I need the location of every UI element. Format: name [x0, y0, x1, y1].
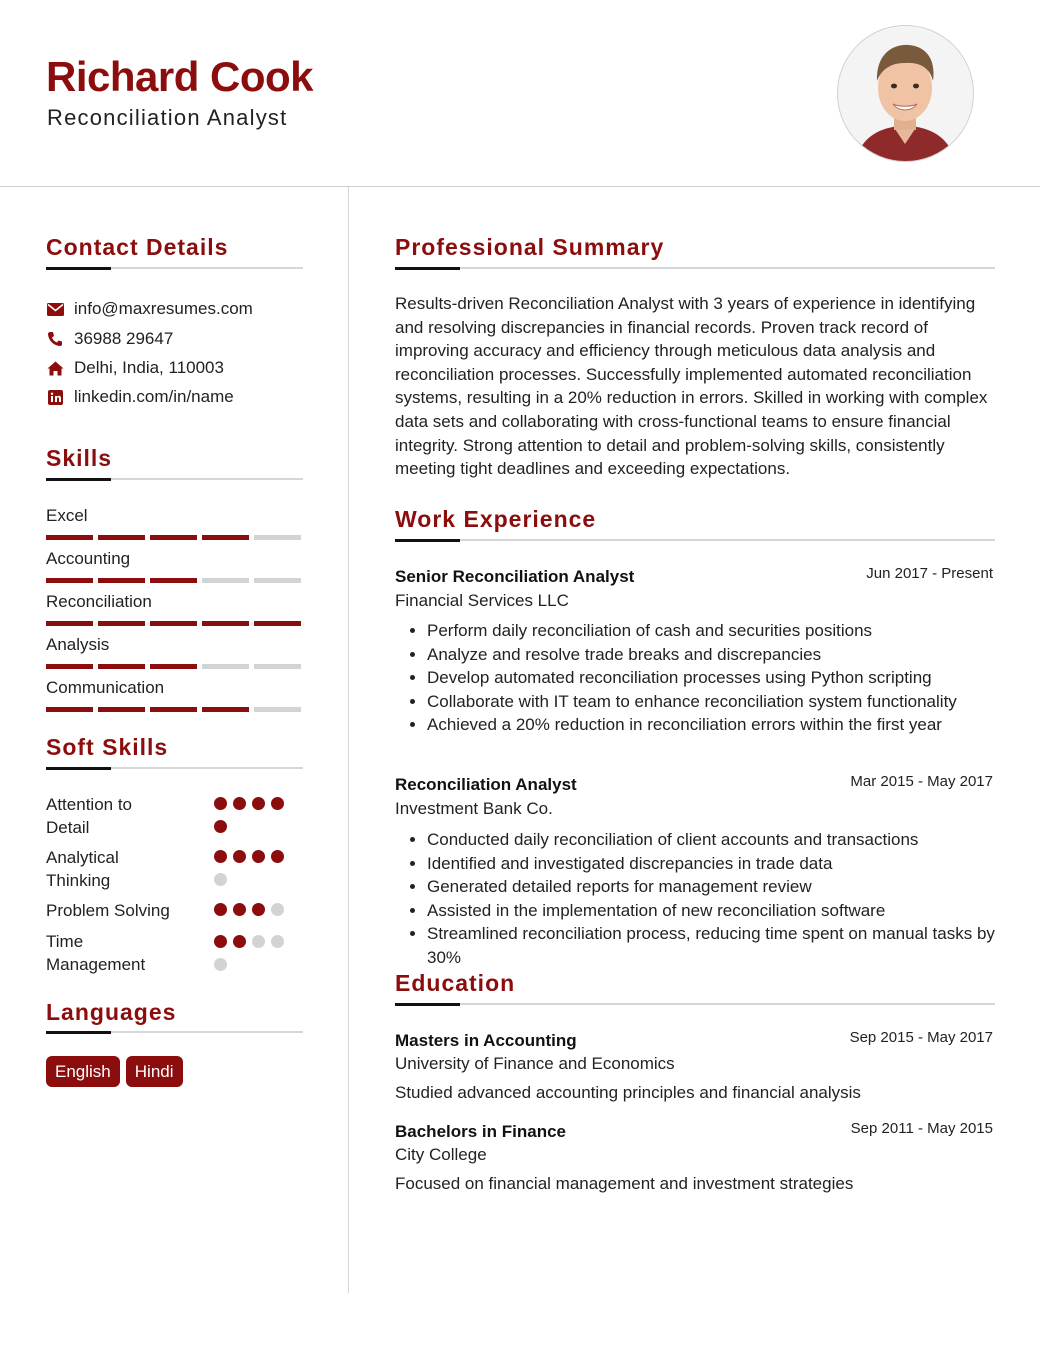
contact-email-text: info@maxresumes.com [74, 299, 253, 318]
contact-address [46, 357, 224, 379]
skill-level-segment [150, 535, 197, 540]
skill-level-segment [150, 664, 197, 669]
job-title: Senior Reconciliation Analyst [395, 567, 635, 586]
skill-level-segment [254, 621, 301, 626]
language-badge: English [46, 1056, 120, 1087]
soft-skill-label: Time Management [46, 932, 146, 974]
education-section-title: Education [395, 970, 516, 996]
rating-dot [214, 873, 227, 886]
skill-level-segment [46, 664, 93, 669]
contact-phone[interactable] [46, 328, 173, 350]
soft-skill-rating [214, 797, 290, 833]
languages-section-title: Languages [46, 999, 177, 1025]
job-company: Investment Bank Co. [395, 799, 553, 818]
skill-level-bar [46, 621, 301, 626]
job-bullet: • Analyze and resolve trade breaks and discrepancies [427, 643, 1027, 667]
column-divider [348, 187, 349, 1293]
skill-level-segment [202, 578, 249, 583]
skill-label: Excel [46, 506, 88, 525]
envelope-icon [46, 300, 64, 318]
school-name: City College [395, 1145, 487, 1164]
skill-level-segment [254, 578, 301, 583]
rating-dot [214, 820, 227, 833]
skills-section-title: Skills [46, 445, 113, 471]
skill-level-segment [202, 621, 249, 626]
rating-dot [252, 797, 265, 810]
soft-skill-label: Problem Solving [46, 901, 170, 920]
rating-dot [214, 935, 227, 948]
job-dates: Jun 2017 - Present [866, 565, 993, 582]
contact-linkedin[interactable] [46, 386, 234, 408]
soft-skill-rating [214, 935, 290, 971]
education-dates: Sep 2015 - May 2017 [849, 1029, 993, 1046]
skill-level-segment [254, 664, 301, 669]
job-company: Financial Services LLC [395, 591, 569, 610]
education-section-rule [395, 1003, 995, 1005]
job-bullet: • Streamlined reconciliation process, reducing time spent on manual tasks by 30% [427, 922, 1027, 969]
languages-section-rule [46, 1031, 303, 1033]
skill-level-segment [202, 664, 249, 669]
education-description: Focused on financial management and investment strategies [395, 1174, 854, 1193]
skill-level-segment [254, 707, 301, 712]
soft-skill-rating [214, 850, 290, 886]
rating-dot [252, 903, 265, 916]
job-dates: Mar 2015 - May 2017 [850, 773, 993, 790]
degree-title: Bachelors in Finance [395, 1122, 566, 1141]
rating-dot [214, 958, 227, 971]
education-dates: Sep 2011 - May 2015 [850, 1120, 993, 1137]
skill-level-segment [98, 707, 145, 712]
skill-level-segment [98, 621, 145, 626]
skill-level-segment [202, 707, 249, 712]
job-bullet: • Achieved a 20% reduction in reconciliation errors within the first year [427, 713, 1027, 737]
skill-level-segment [150, 578, 197, 583]
rating-dot [271, 850, 284, 863]
skill-level-segment [46, 535, 93, 540]
soft-skill-label: Analytical Thinking [46, 848, 119, 890]
rating-dot [233, 797, 246, 810]
portrait-illustration [838, 26, 973, 161]
rating-dot [271, 903, 284, 916]
rating-dot [271, 797, 284, 810]
rating-dot [271, 935, 284, 948]
job-bullet: • Collaborate with IT team to enhance reconciliation system functionality [427, 690, 1027, 714]
job-title: Reconciliation Analyst [395, 775, 577, 794]
education-description: Studied advanced accounting principles and financial analysis [395, 1083, 861, 1102]
skill-level-segment [46, 621, 93, 626]
rating-dot [233, 850, 246, 863]
soft-skills-section-rule [46, 767, 303, 769]
job-bullet-list [395, 828, 1027, 969]
school-name: University of Finance and Economics [395, 1054, 675, 1073]
skill-level-segment [46, 707, 93, 712]
job-bullet: • Generated detailed reports for management review [427, 875, 1027, 899]
job-bullet: • Assisted in the implementation of new reconciliation software [427, 899, 1027, 923]
contact-section-title: Contact Details [46, 234, 229, 260]
skill-label: Accounting [46, 549, 131, 568]
soft-skills-section-title: Soft Skills [46, 734, 169, 760]
job-bullet: • Identified and investigated discrepancies in trade data [427, 852, 1027, 876]
contact-section-rule [46, 267, 303, 269]
home-icon [46, 359, 64, 377]
candidate-name: Richard Cook [46, 53, 314, 100]
rating-dot [252, 935, 265, 948]
skill-level-segment [202, 535, 249, 540]
skill-level-segment [98, 578, 145, 583]
rating-dot [214, 797, 227, 810]
skill-level-segment [150, 621, 197, 626]
rating-dot [214, 850, 227, 863]
skill-label: Communication [46, 678, 165, 697]
contact-email[interactable] [46, 298, 253, 320]
profile-photo [837, 25, 974, 162]
summary-section-title: Professional Summary [395, 234, 665, 260]
experience-section-rule [395, 539, 995, 541]
skill-level-segment [98, 535, 145, 540]
phone-icon [46, 330, 64, 348]
skill-level-segment [46, 578, 93, 583]
job-bullet: • Perform daily reconciliation of cash and securities positions [427, 619, 1027, 643]
skill-level-bar [46, 535, 301, 540]
soft-skill-label: Attention to Detail [46, 795, 133, 837]
job-bullet: • Conducted daily reconciliation of client accounts and transactions [427, 828, 1027, 852]
skill-level-segment [150, 707, 197, 712]
rating-dot [214, 903, 227, 916]
skill-level-bar [46, 578, 301, 583]
rating-dot [233, 935, 246, 948]
skill-label: Reconciliation [46, 592, 152, 611]
skills-section-rule [46, 478, 303, 480]
linkedin-icon [46, 388, 64, 406]
resume-header [0, 0, 1040, 187]
skill-level-segment [98, 664, 145, 669]
degree-title: Masters in Accounting [395, 1031, 577, 1050]
summary-text: Results-driven Reconciliation Analyst with 3 years of experience in identifying and resolving discrepancies in financial records. Proven track record of improving accuracy and efficiency through meticulous data analysis and reconciliation processes. Successfully implemented automated reconciliation systems, resulting in a 20% reduction in errors. Skilled in working with complex data sets and collaborating with cross-functional teams to ensure financial integrity. Strong attention to detail and problem-solving skills, consistently meeting tight deadlines and exceeding expectations. [395, 294, 988, 479]
contact-address-text: Delhi, India, 110003 [74, 358, 224, 377]
contact-phone-text: 36988 29647 [74, 329, 174, 348]
skill-label: Analysis [46, 635, 110, 654]
contact-linkedin-text: linkedin.com/in/name [74, 387, 234, 406]
candidate-role: Reconciliation Analyst [47, 105, 288, 130]
soft-skill-rating [214, 903, 290, 916]
skill-level-bar [46, 707, 301, 712]
language-list [46, 1056, 183, 1087]
skill-level-segment [254, 535, 301, 540]
job-bullet: • Develop automated reconciliation processes using Python scripting [427, 666, 1027, 690]
language-badge: Hindi [126, 1056, 183, 1087]
rating-dot [252, 850, 265, 863]
summary-section-rule [395, 267, 995, 269]
rating-dot [233, 903, 246, 916]
skill-level-bar [46, 664, 301, 669]
job-bullet-list [395, 619, 1027, 737]
experience-section-title: Work Experience [395, 506, 597, 532]
